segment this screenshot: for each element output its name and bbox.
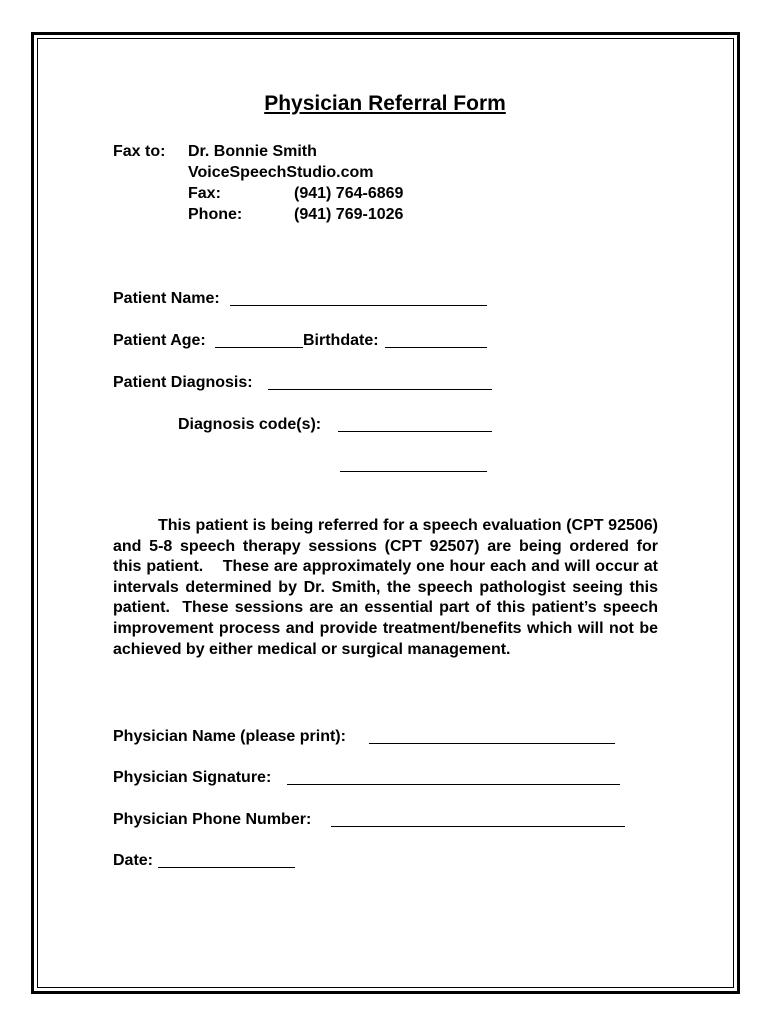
fax-number: (941) 764-6869: [294, 185, 404, 202]
patient-diagnosis-label: Patient Diagnosis:: [113, 374, 253, 391]
physician-signature-label: Physician Signature:: [113, 769, 272, 786]
patient-diagnosis-field[interactable]: [268, 389, 492, 391]
patient-name-field[interactable]: [230, 305, 487, 307]
physician-signature-field[interactable]: [287, 784, 620, 786]
physician-phone-field[interactable]: [331, 826, 625, 828]
patient-age-label: Patient Age:: [113, 332, 206, 349]
patient-age-field[interactable]: [215, 347, 303, 349]
referral-description: This patient is being referred for a speech evaluation (CPT 92506) and 5-8 speech therapy sessions (CPT 92507) are being ordered for this patient. These are approximately one hour each and will occur at intervals determined by Dr. Smith, the speech pathologist seeing this patient. These sessions are an essential part of this patient’s speech improvement process and provide treatment/benefits which will not be achieved by either medical or surgical management.: [113, 517, 658, 658]
patient-name-label: Patient Name:: [113, 290, 220, 307]
fax-to-label: Fax to:: [113, 143, 166, 160]
date-label: Date:: [113, 852, 154, 869]
page-border-inner: [37, 38, 734, 988]
form-title: Physician Referral Form: [264, 92, 506, 115]
date-field[interactable]: [158, 867, 295, 869]
diagnosis-code-field-1[interactable]: [338, 431, 492, 433]
physician-name-field[interactable]: [369, 743, 615, 745]
birthdate-field[interactable]: [385, 347, 487, 349]
contact-name: Dr. Bonnie Smith: [188, 143, 317, 160]
diagnosis-codes-label: Diagnosis code(s):: [178, 416, 322, 433]
physician-name-label: Physician Name (please print):: [113, 728, 346, 745]
birthdate-label: Birthdate:: [303, 332, 379, 349]
physician-phone-label: Physician Phone Number:: [113, 811, 312, 828]
phone-number: (941) 769-1026: [294, 206, 404, 223]
contact-website: VoiceSpeechStudio.com: [188, 164, 374, 181]
phone-label: Phone:: [188, 206, 243, 223]
diagnosis-code-field-2[interactable]: [340, 471, 487, 473]
fax-label: Fax:: [188, 185, 221, 202]
